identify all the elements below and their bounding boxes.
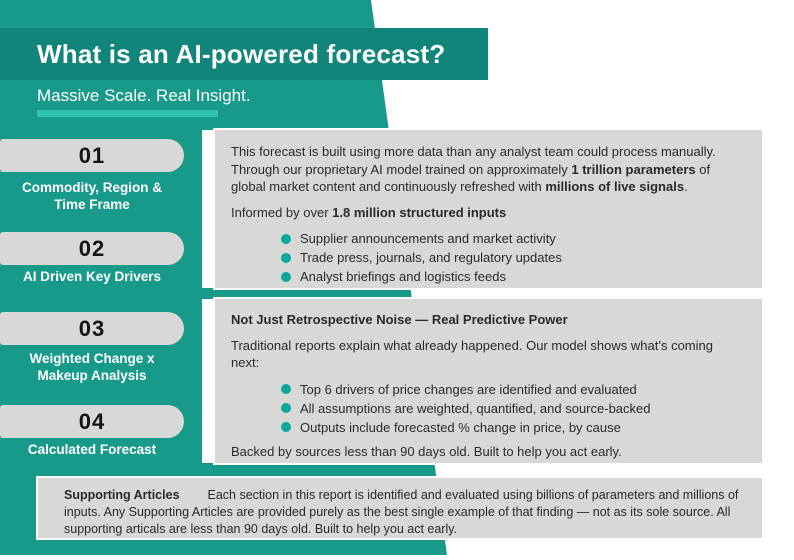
page-subtitle: Massive Scale. Real Insight. [37, 86, 251, 105]
page-title: What is an AI-powered forecast? [37, 38, 446, 69]
predictive-intro: Traditional reports explain what already happened. Our model shows what’s coming next: [231, 337, 713, 371]
subtitle-underline-bar [37, 110, 218, 117]
step-number: 02 [78, 235, 106, 261]
list-item [281, 267, 744, 286]
list-item [281, 399, 744, 418]
step-label-04: Calculated Forecast [27, 442, 157, 457]
panel-supporting-articles [38, 478, 762, 538]
supporting-articles-body: Each section in this report is identified and evaluated using billions of parameters and millions of inputs. Any Supporting Articles are provided purely as the best single example of that finding — not as its sole source. All supporting articals are less than 90 days old. Built to help you act early. [64, 488, 739, 536]
list-item [281, 380, 744, 399]
step-number: 04 [78, 408, 106, 434]
scale-text: . [684, 179, 688, 195]
predictive-footer: Backed by sources less than 90 days old. Built to help you act early. [231, 443, 622, 459]
scale-bullet-list [231, 229, 744, 286]
step-pill-03 [0, 312, 184, 345]
title-banner [0, 28, 488, 80]
bullet-text: Top 6 drivers of price changes are identified and evaluated [300, 381, 637, 397]
step-label-01: Commodity, Region & Time Frame [22, 180, 162, 213]
bullet-dot-icon [281, 272, 291, 282]
bullet-text: Outputs include forecasted % change in price, by cause [300, 419, 621, 435]
list-item [281, 229, 744, 248]
panel-predictive-power [215, 299, 762, 463]
scale-bold-signals: millions of live signals [545, 179, 685, 195]
scale-text: of global market content and continuously refreshed with [231, 161, 711, 195]
bullet-text: Trade press, journals, and regulatory updates [300, 250, 562, 266]
step-pill-01 [0, 139, 184, 172]
informed-text: Informed by over [231, 204, 333, 220]
bullet-dot-icon [281, 384, 291, 394]
informed-bold-inputs: 1.8 million structured inputs [332, 204, 507, 220]
step-number: 01 [78, 142, 106, 168]
bullet-dot-icon [281, 422, 291, 432]
scale-bold-parameters: 1 trillion parameters [571, 161, 696, 177]
scale-text: This forecast is built using more data than any analyst team could process manually. Through our proprietary AI model trained on approximately [231, 144, 716, 177]
bullet-text: Analyst briefings and logistics feeds [300, 269, 506, 285]
list-item [281, 248, 744, 267]
scale-paragraph [231, 143, 744, 196]
predictive-heading: Not Just Retrospective Noise — Real Predictive Power [231, 312, 568, 327]
predictive-bullet-list [231, 380, 744, 437]
step-pill-02 [0, 232, 184, 265]
step-pill-04 [0, 405, 184, 438]
step-label-02: AI Driven Key Drivers [22, 269, 162, 284]
supporting-articles-heading: Supporting Articles [64, 488, 180, 502]
panel-data-scale [215, 130, 762, 288]
bullet-text: Supplier announcements and market activity [300, 231, 556, 247]
bullet-dot-icon [281, 253, 291, 263]
bullet-dot-icon [281, 403, 291, 413]
informed-line [231, 204, 744, 222]
step-number: 03 [78, 315, 106, 341]
bullet-text: All assumptions are weighted, quantified, and source-backed [300, 400, 651, 416]
step-label-03: Weighted Change x Makeup Analysis [29, 351, 155, 384]
bullet-dot-icon [281, 234, 291, 244]
list-item [281, 418, 744, 437]
